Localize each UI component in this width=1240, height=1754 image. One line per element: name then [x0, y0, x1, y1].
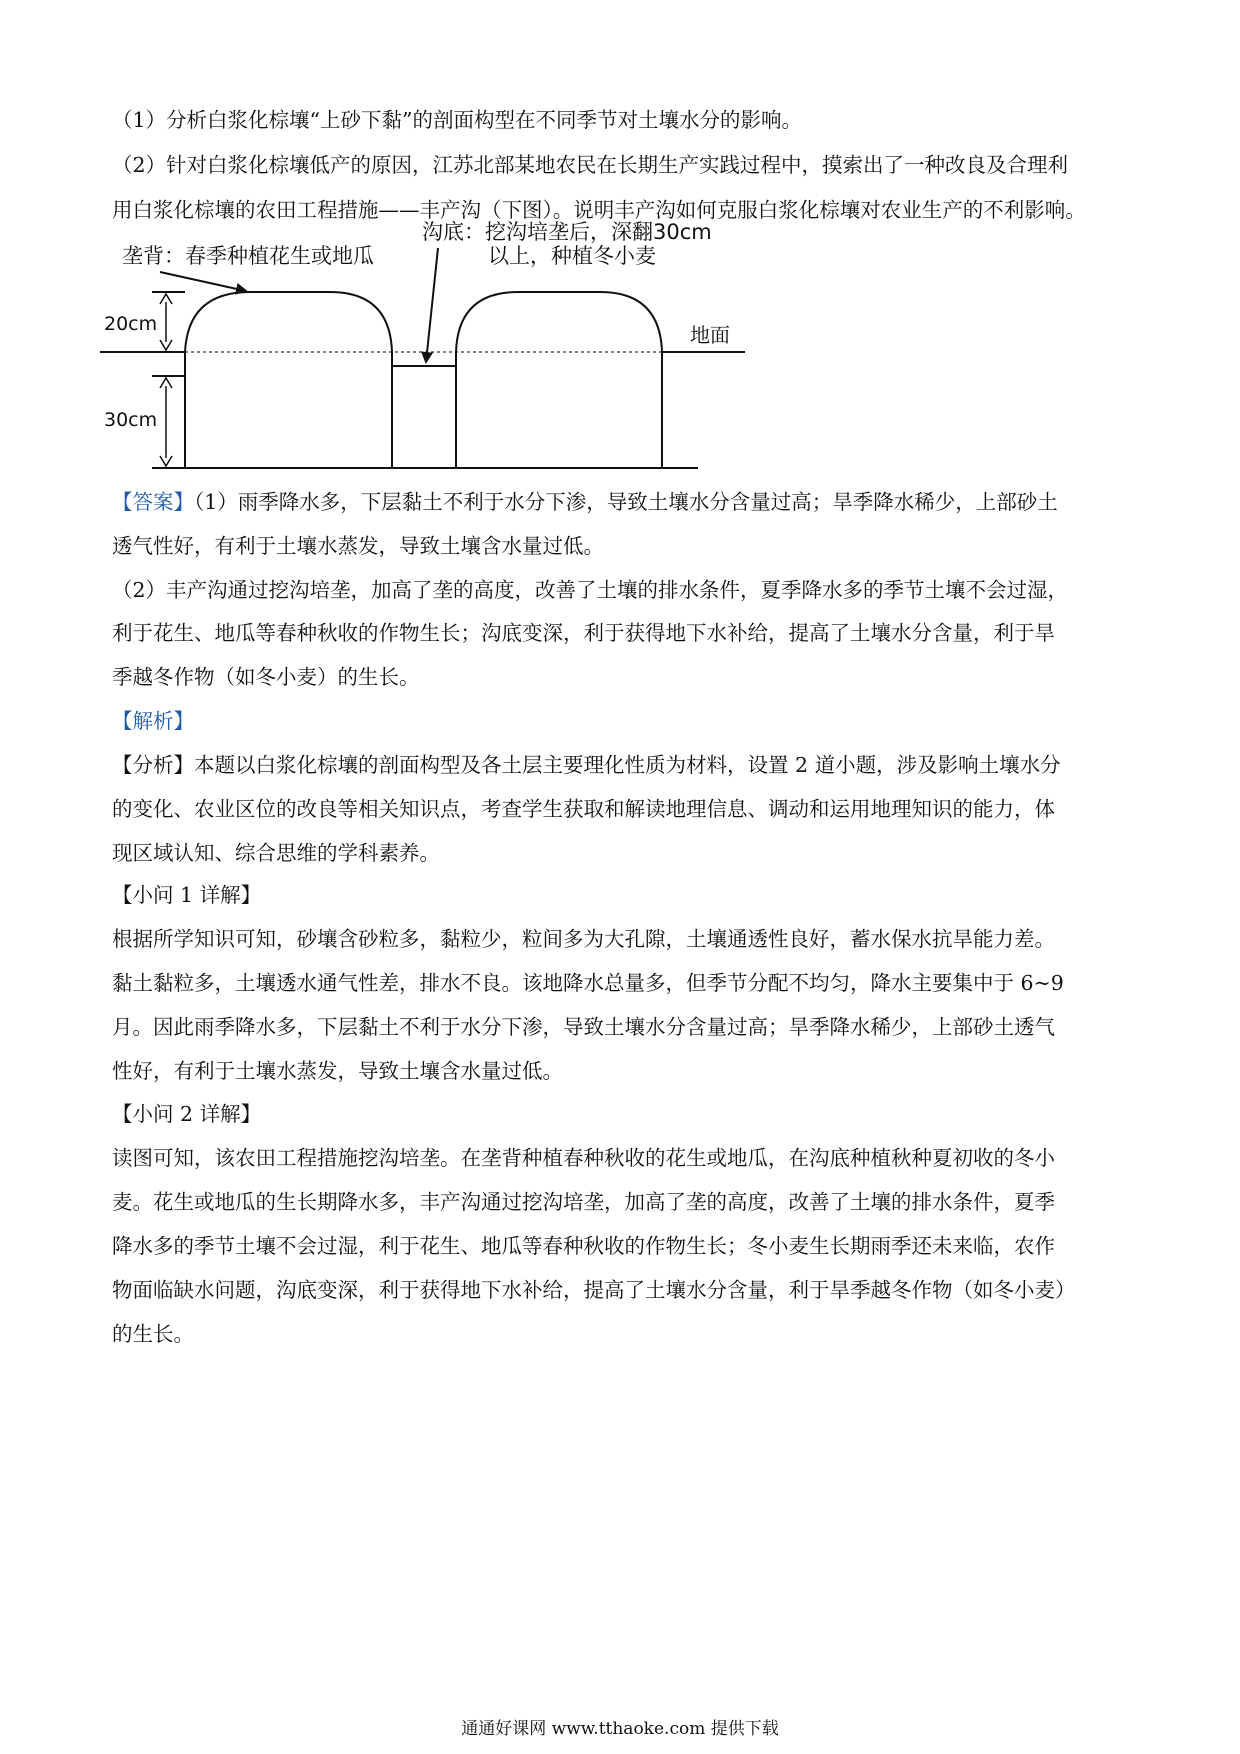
- fenxi-line-1: 【分析】本题以白浆化棕壤的剖面构型及各土层主要理化性质为材料，设置 2 道小题，涉及影响土壤水分: [112, 753, 1061, 777]
- footer-credit: 通通好课网 www.tthaoke.com 提供下载: [461, 1719, 779, 1739]
- ridge-arrow: [160, 272, 246, 291]
- ridge-label: 垄背：春季种植花生或地瓜: [122, 244, 374, 269]
- ditch-label-line-2: 以上，种植冬小麦: [488, 244, 656, 269]
- dim-20cm-label: 20cm: [104, 313, 158, 335]
- answer-p1-line-1: 【答案】（1）雨季降水多，下层黏土不利于水分下渗，导致土壤水分含量过高；旱季降水稀少，上部砂土: [112, 490, 1058, 514]
- analysis-tag: 【解析】: [112, 709, 194, 733]
- sub2-line-5: 的生长。: [112, 1322, 194, 1346]
- ditch-arrow: [426, 248, 438, 362]
- sub2-line-2: 麦。花生或地瓜的生长期降水多，丰产沟通过挖沟培垄，加高了垄的高度，改善了土壤的排水条件，夏季: [112, 1190, 1055, 1214]
- sub2-line-3: 降水多的季节土壤不会过湿，利于花生、地瓜等春种秋收的作物生长；冬小麦生长期雨季还未来临，农作: [112, 1234, 1055, 1258]
- sub2-line-1: 读图可知，该农田工程措施挖沟培垄。在垄背种植春种秋收的花生或地瓜，在沟底种植秋种夏初收的冬小: [112, 1146, 1055, 1170]
- sub1-line-1: 根据所学知识可知，砂壤含砂粒多，黏粒少，粒间多为大孔隙，土壤通透性良好，蓄水保水抗旱能力差。: [112, 927, 1055, 951]
- right-ridge-outline: [456, 292, 662, 468]
- sub1-line-2: 黏土黏粒多，土壤透水通气性差，排水不良。该地降水总量多，但季节分配不均匀，降水主要集中于 6~9: [112, 971, 1064, 995]
- sub1-line-3: 月。因此雨季降水多，下层黏土不利于水分下渗，导致土壤水分含量过高；旱季降水稀少，上部砂土透气: [112, 1015, 1055, 1039]
- sub2-title: 【小问 2 详解】: [112, 1102, 262, 1126]
- dim-30cm-label: 30cm: [104, 409, 158, 431]
- ground-label: 地面: [690, 323, 730, 347]
- sub2-line-4: 物面临缺水问题，沟底变深，利于获得地下水补给，提高了土壤水分含量，利于旱季越冬作物（如冬小麦）: [112, 1278, 1076, 1302]
- answer-tag: 【答案】: [112, 490, 194, 514]
- question-2-line-2: 用白浆化棕壤的农田工程措施——丰产沟（下图）。说明丰产沟如何克服白浆化棕壤对农业生产的不利影响。: [112, 198, 1086, 222]
- answer-p2-line-3: 季越冬作物（如冬小麦）的生长。: [112, 665, 420, 689]
- fenxi-line-2: 的变化、农业区位的改良等相关知识点，考查学生获取和解读地理信息、调动和运用地理知识的能力，体: [112, 797, 1055, 821]
- question-2-line-1: （2）针对白浆化棕壤低产的原因，江苏北部某地农民在长期生产实践过程中，摸索出了一种改良及合理利: [112, 153, 1069, 177]
- ditch-label-line-1: 沟底：挖沟培垄后，深翻30cm: [422, 220, 712, 245]
- left-ridge-outline: [185, 292, 392, 468]
- answer-p2-line-1: （2）丰产沟通过挖沟培垄，加高了垄的高度，改善了土壤的排水条件，夏季降水多的季节土壤不会过湿，: [112, 578, 1069, 602]
- answer-p1-line-2: 透气性好，有利于土壤水蒸发，导致土壤含水量过低。: [112, 534, 604, 558]
- answer-p2-line-2: 利于花生、地瓜等春种秋收的作物生长；沟底变深，利于获得地下水补给，提高了土壤水分含量，利于旱: [112, 621, 1055, 645]
- question-1: （1）分析白浆化棕壤“上砂下黏”的剖面构型在不同季节对土壤水分的影响。: [112, 108, 803, 132]
- sub1-title: 【小问 1 详解】: [112, 883, 262, 907]
- sub1-line-4: 性好，有利于土壤水蒸发，导致土壤含水量过低。: [112, 1059, 563, 1083]
- fenxi-line-3: 现区域认知、综合思维的学科素养。: [112, 841, 440, 865]
